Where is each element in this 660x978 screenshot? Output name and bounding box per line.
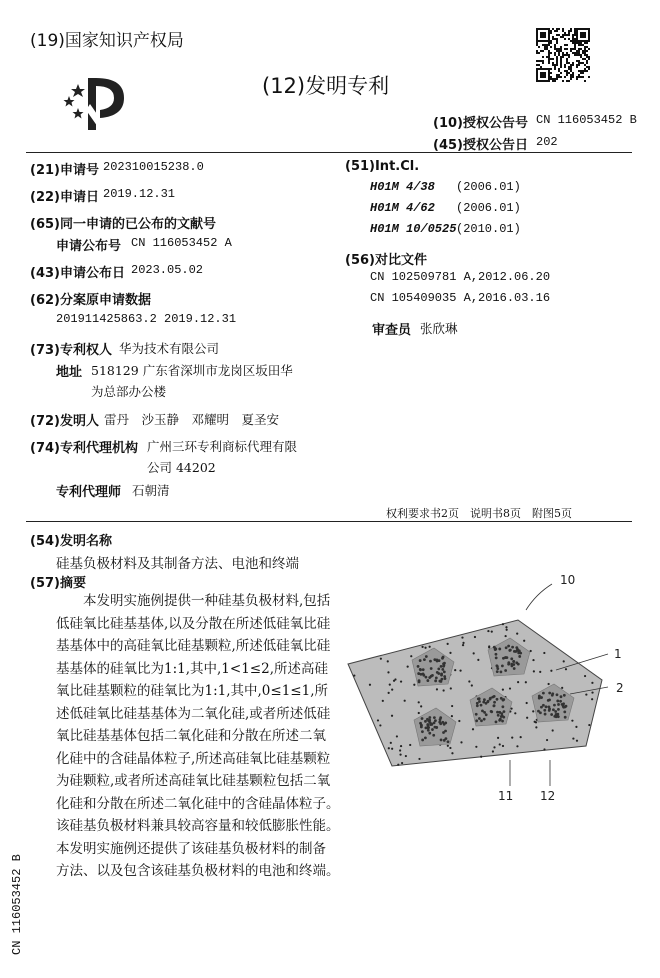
abstract-line: 该硅基负极材料兼具较高容量和较低膨胀性能。 — [56, 818, 340, 834]
reference: CN 105409035 A,2016.03.16 — [370, 291, 551, 305]
abstract-line: 述低硅氧比硅基基体为二氧化硅,或者所述低硅 — [56, 705, 331, 722]
abstract-label: (57)摘要 — [30, 576, 86, 591]
side-patent-code: CN 116053452 B — [10, 854, 24, 955]
ipc-version: (2010.01) — [456, 222, 521, 236]
pub-date-label: (43)申请公布日 — [30, 266, 125, 281]
figure-label-12: 12 — [540, 789, 556, 803]
pub-date: 2023.05.02 — [131, 263, 204, 277]
figure-label-10: 10 — [560, 573, 576, 587]
address-line-2: 为总部办公楼 — [91, 384, 167, 399]
abstract-line: 化硅和分散在所述二氧化硅中的含硅晶体粒子。 — [56, 795, 340, 812]
figure-label-2: 2 — [616, 681, 624, 695]
header-divider — [26, 152, 632, 153]
examiner: 张欣琳 — [420, 321, 458, 336]
pub-no-label: 申请公布号 — [56, 239, 122, 254]
grant-no: CN 116053452 B — [536, 113, 637, 127]
app-no-label: (21)申请号 — [30, 163, 99, 178]
page-counts: 权利要求书2页 说明书8页 附图5页 — [386, 507, 572, 520]
grant-date-label: (45)授权公告日 — [433, 138, 528, 153]
invention-title: 硅基负极材料及其制备方法、电池和终端 — [56, 556, 299, 572]
address-label: 地址 — [56, 365, 83, 380]
abstract-line: 本发明实施例提供一种硅基负极材料,包括 — [56, 593, 331, 609]
inventors-label: (72)发明人 — [30, 414, 99, 429]
figure-label-1: 1 — [614, 647, 622, 661]
abstract — [56, 590, 340, 883]
reference: CN 102509781 A,2012.06.20 — [370, 270, 551, 284]
ipc-label: (51)Int.Cl. — [345, 159, 420, 174]
examiner-label: 审查员 — [372, 323, 412, 338]
ipc-code: H01M 4/38 — [370, 180, 435, 194]
cnipa-logo — [62, 74, 142, 136]
app-date: 2019.12.31 — [103, 187, 176, 201]
abstract-line: 基基体中的高硅氧比硅基颗粒,所述低硅氧比硅 — [56, 638, 331, 654]
agency-line-1: 广州三环专利商标代理有限 — [147, 439, 298, 454]
title-label: (54)发明名称 — [30, 534, 112, 549]
address-line-1: 518129 广东省深圳市龙岗区坂田华 — [91, 363, 293, 378]
ipc-code: H01M 4/62 — [370, 201, 435, 215]
figure-label-11: 11 — [498, 789, 514, 803]
ipc-version: (2006.01) — [456, 201, 521, 215]
grant-date: 202 — [536, 135, 558, 149]
app-date-label: (22)申请日 — [30, 190, 99, 205]
ipc-version: (2006.01) — [456, 180, 521, 194]
agency-label: (74)专利代理机构 — [30, 441, 138, 456]
office-name: (19)国家知识产权局 — [30, 31, 184, 51]
abstract-line: 低硅氧比硅基基体,以及分散在所述低硅氧比硅 — [56, 615, 331, 632]
agency-line-2: 公司 44202 — [147, 460, 216, 475]
app-no: 202310015238.0 — [103, 160, 204, 174]
document-type: (12)发明专利 — [262, 74, 390, 98]
agent-label: 专利代理师 — [56, 485, 122, 500]
abstract-line: 化硅中的含硅晶体粒子,所述高硅氧比硅基颗粒 — [56, 750, 331, 767]
abstract-line: 氧比硅基颗粒的硅氧比为1:1,其中,0≤1≤1,所 — [56, 683, 328, 699]
pub-docs-label: (65)同一申请的已公布的文献号 — [30, 217, 216, 232]
ipc-code: H01M 10/0525 — [370, 222, 457, 236]
agent: 石朝清 — [132, 483, 170, 498]
grant-no-label: (10)授权公告号 — [433, 116, 528, 131]
abstract-line: 本发明实施例还提供了该硅基负极材料的制备 — [56, 840, 326, 857]
patentee-label: (73)专利权人 — [30, 343, 112, 358]
patentee: 华为技术有限公司 — [119, 341, 220, 356]
abstract-line: 方法、以及包含该硅基负极材料的电池和终端。 — [56, 863, 340, 879]
division-data: 201911425863.2 2019.12.31 — [56, 312, 237, 326]
abstract-line: 基基体的硅氧比为1:1,其中,1<1≤2,所述高硅 — [56, 660, 328, 677]
inventors: 雷丹 沙玉静 邓耀明 夏圣安 — [104, 412, 280, 427]
qr-code — [536, 28, 590, 82]
division-label: (62)分案原申请数据 — [30, 293, 151, 308]
refs-label: (56)对比文件 — [345, 253, 427, 268]
pub-no: CN 116053452 A — [131, 236, 232, 250]
mid-divider — [26, 521, 632, 522]
abstract-line: 为硅颗粒,或者所述高硅氧比硅基颗粒包括二氧 — [56, 773, 331, 789]
abstract-figure — [340, 568, 640, 808]
abstract-line: 氧比硅基基体包括二氧化硅和分散在所述二氧 — [56, 728, 326, 744]
